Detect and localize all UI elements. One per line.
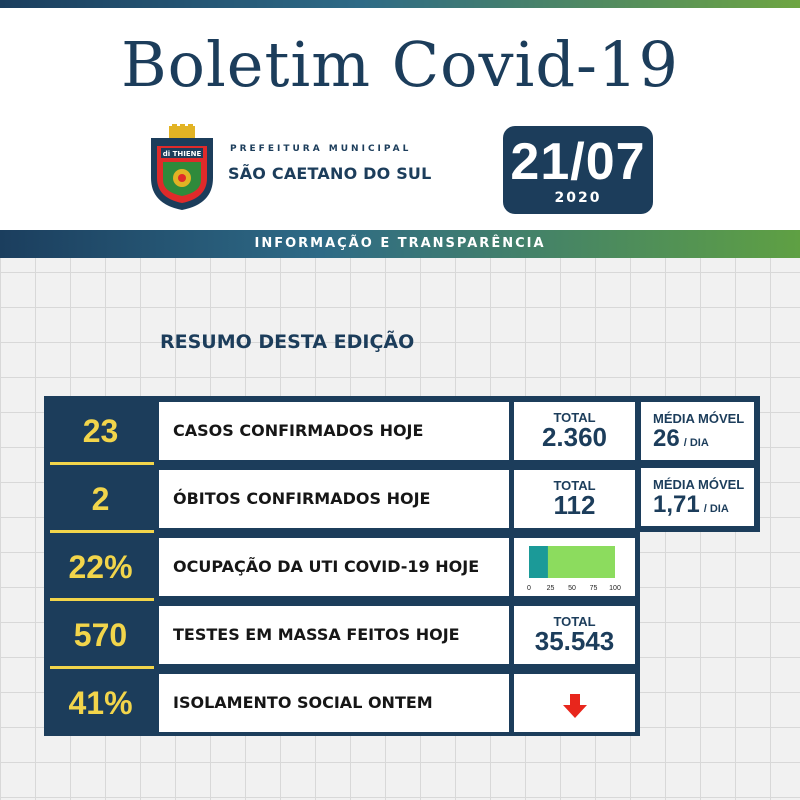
- total-value: 2.360: [541, 422, 608, 452]
- gauge-tick-label: 0: [527, 585, 531, 592]
- daily-value: 41%: [68, 685, 133, 721]
- gauge-tick-label: 25: [546, 585, 555, 592]
- gauge-tick-label: 50: [568, 585, 576, 592]
- row-label: TESTES EM MASSA FEITOS HOJE: [159, 606, 509, 664]
- table-row: [44, 399, 640, 463]
- total-cell: [514, 402, 635, 460]
- table-row: [44, 671, 640, 735]
- row-label: ÓBITOS CONFIRMADOS HOJE: [159, 470, 509, 528]
- crest-text: di THIENE: [162, 150, 202, 158]
- gauge-tick-label: 75: [589, 585, 598, 592]
- row-label: OCUPAÇÃO DA UTI COVID-19 HOJE: [159, 538, 509, 596]
- row-label: ISOLAMENTO SOCIAL ONTEM: [159, 674, 509, 732]
- total-value: 112: [553, 490, 596, 520]
- table-row: [44, 535, 640, 599]
- table-row: [44, 603, 640, 667]
- moving-average-value: 26 / DIA: [653, 425, 709, 452]
- moving-average-cell: [641, 402, 754, 460]
- moving-average-value: 1,71 / DIA: [653, 491, 729, 518]
- gauge-tick-label: 100: [609, 585, 621, 592]
- moving-average-label: MÉDIA MÓVEL: [653, 411, 745, 426]
- total-label: TOTAL: [553, 410, 596, 425]
- top-gradient-band: [0, 0, 800, 8]
- daily-value: 570: [73, 617, 128, 653]
- row-label: CASOS CONFIRMADOS HOJE: [159, 402, 509, 460]
- date-day: 21/07: [510, 133, 646, 191]
- page-title: Boletim Covid-19: [121, 28, 679, 101]
- city-crest-icon: [145, 124, 219, 210]
- trend-cell: [514, 674, 635, 732]
- total-label: TOTAL: [553, 614, 596, 629]
- total-cell: [514, 606, 635, 664]
- daily-value: 23: [82, 413, 119, 449]
- total-value: 35.543: [534, 626, 615, 656]
- uti-occupancy-gauge: [524, 544, 625, 592]
- table-row: [44, 467, 640, 531]
- moving-average-label: MÉDIA MÓVEL: [653, 477, 745, 492]
- moving-average-cell: [641, 468, 754, 526]
- header: [0, 8, 800, 230]
- total-cell: [514, 470, 635, 528]
- daily-value: 2: [91, 481, 110, 517]
- date-year: 2020: [554, 190, 602, 206]
- date-badge: [503, 126, 653, 214]
- gauge-filled-bar: [529, 546, 548, 578]
- down-arrow-icon: [514, 674, 635, 732]
- info-banner: INFORMAÇÃO E TRANSPARÊNCIA: [0, 230, 800, 258]
- gauge-cell: [514, 538, 635, 596]
- city-name: SÃO CAETANO DO SUL: [228, 164, 432, 183]
- prefeitura-label: PREFEITURA MUNICIPAL: [230, 144, 412, 154]
- section-title: RESUMO DESTA EDIÇÃO: [160, 331, 415, 353]
- daily-value: 22%: [68, 549, 133, 585]
- total-label: TOTAL: [553, 478, 596, 493]
